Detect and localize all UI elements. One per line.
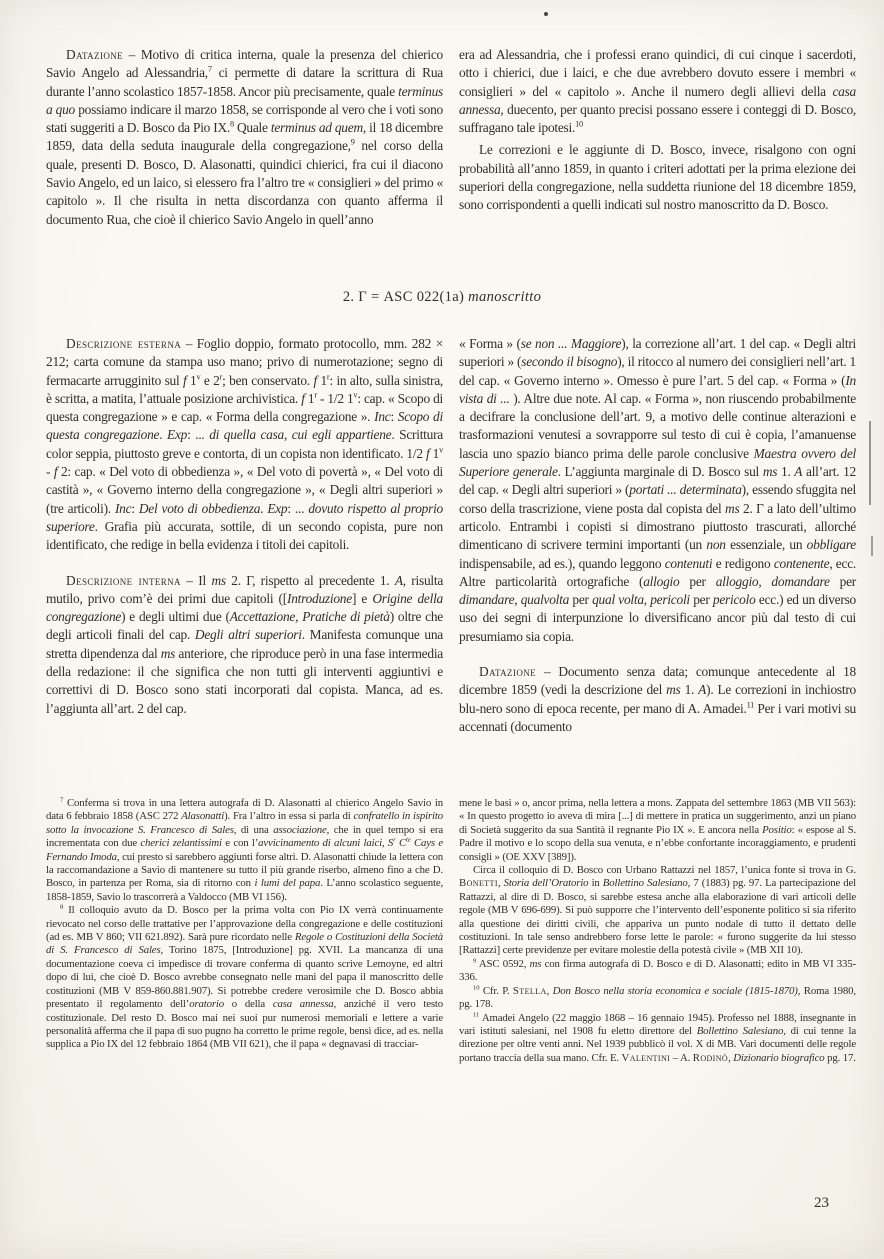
text-run: :	[131, 500, 139, 516]
text-run: Accettazione, Pratiche di pietà	[229, 609, 390, 625]
text-run: contenente	[773, 555, 830, 571]
footnote-ref: 10	[575, 119, 583, 129]
text-run: Le correzioni e le aggiunte di D. Bosco, invece, risalgono con ogni probabilità all’anno 1859, in quanto i criteri adottati per la prima elezione dei superiori della congregazione, nella suddetta riunione del 18 dicembre 1859, sono corrispondenti a quelli indicati sul nostro manoscritto da D. Bosco.	[459, 142, 856, 213]
text-run: qual volta	[592, 592, 644, 608]
text-run: Degli altri superiori	[194, 627, 302, 643]
text-run: allogio	[643, 573, 680, 589]
text-run: – Documento senza data; comunque antecedente al 18 dicembre 1859 (vedi la descrizione del	[459, 664, 856, 698]
paragraph	[459, 958, 856, 985]
text-run: 1	[429, 445, 440, 461]
text-run: terminus ad quem	[270, 120, 363, 136]
paragraph	[459, 335, 856, 646]
text-run: : ...	[287, 500, 309, 516]
text-run: ASC 0592,	[476, 957, 530, 970]
text-run: oratorio	[189, 998, 225, 1011]
text-run: ), essendo sfuggita nel corso della trascrizione, viene posta dal copista del	[459, 482, 856, 516]
footnotes-block	[46, 797, 856, 1065]
text-run: avvicinamento di alcuni laici, S	[258, 837, 394, 850]
text-run: Conferma si trova in una lettera autografa di D. Alasonatti al chierico Angelo Savio in data 6 febbraio 1858 (ASC 272	[46, 797, 443, 823]
text-run: – Foglio doppio, formato protocollo, mm. 282 × 212; carta comune da stampa uso mano; privo di numerotazione; segno di fermacarte arrugginito sul	[46, 336, 443, 388]
text-run: possiamo indicare il marzo 1858, se corrisponde al vero che i voti sono stati suggeriti a D. Bosco da Pio IX.	[46, 101, 443, 136]
footnotes-left-column	[46, 797, 443, 1065]
text-run: Quale	[233, 120, 271, 136]
text-run: – Motivo di critica interna, quale la presenza del chierico Savio Angelo ad Alessandria,	[46, 47, 443, 81]
footnote-ref: 10	[473, 984, 480, 992]
footnote-ref: 7	[207, 64, 212, 74]
text-run: :	[390, 409, 398, 425]
text-run: 1.	[777, 464, 795, 480]
text-run: e 2	[200, 372, 220, 388]
text-run: 2. Γ a lato dell’ultimo articolo. Entrambi i copisti si dimostrano piuttosto trascurati, allorché dimenticano di scrivere termini importanti (un	[459, 500, 856, 553]
text-run: f	[425, 445, 430, 461]
text-run: Bollettino Salesiano	[696, 1024, 784, 1037]
section-heading	[0, 289, 884, 306]
text-run: A	[394, 572, 403, 588]
text-run: contenuti	[664, 555, 713, 571]
text-run: ). Altre due note. Al cap. « Forma », non riuscendo probabilmente a decifrare la conclusione dell’art. 9, a motivo delle continue alterazioni e trasformazioni venutesi a sovrapporre sul testo di cui è copia, l’amanuense lascia uno spazio bianco prima delle parole conclusive	[459, 390, 856, 461]
text-run: ) oltre che degli articoli finali del cap.	[46, 609, 443, 643]
text-run: ms	[725, 500, 740, 516]
footnote-ref: v	[196, 372, 201, 382]
text-run: Origine della congregazione	[46, 590, 443, 625]
text-run: , Roma 1980, pg. 178.	[459, 984, 856, 1011]
text-run: se non ... Maggiore	[520, 336, 622, 351]
text-run: – Il	[180, 572, 212, 588]
text-run: Amadei Angelo (22 maggio 1868 – 16 gennaio 1945). Professo nel 1888, insegnante in vari istituti salesiani, nel 1908 fu eletto direttore del	[459, 1011, 856, 1037]
text-run: f	[53, 464, 58, 480]
text-run: pericolo	[712, 592, 756, 608]
text-run: dimandare	[459, 592, 515, 608]
text-run: non	[706, 537, 726, 553]
text-run: ,	[758, 573, 772, 589]
text-run: nel corso della quale, presenti D. Bosco, D. Alasonatti, quindici chierici, fra cui il diacono Savio Angelo, ed un laico, si elessero fra l’altro tre « consiglieri » del primo « capitolo ». Il che risulta in netta discordanza con quanto afferma il documento Rua, che cioè il chierico Savio Angelo in quell’anno	[46, 138, 444, 227]
footnote-ref: v	[353, 390, 358, 400]
text-run: Don Bosco nella storia economica e sociale (1815-1870)	[552, 984, 798, 997]
text-run: .	[159, 427, 168, 443]
text-run: essenziale, un	[725, 537, 807, 553]
text-run: indispensabile, ad es.), quando leggono	[459, 555, 665, 571]
text-run: Exp	[267, 500, 288, 516]
text-run: Bollettino Salesiano	[602, 877, 688, 890]
footnote-ref: 11	[746, 700, 755, 710]
text-run: ,	[728, 1051, 734, 1064]
paragraph	[46, 797, 443, 904]
text-run: -	[46, 464, 54, 480]
text-run: per	[569, 592, 593, 608]
text-run: 1	[304, 390, 315, 406]
text-run: : « espose al S. Padre il motivo e lo scopo della sua venuta, e n’ebbe confortante incoraggiamento, e prudenti consigli » (OE XXV [389]).	[459, 823, 856, 863]
footnote-ref: r	[393, 836, 396, 844]
text-run: e redigono	[712, 555, 774, 571]
text-run: , risulta mutilo, privo com’è dei primi due capitoli ([	[46, 572, 444, 606]
footnote-ref: 9	[350, 138, 355, 148]
text-run: 1	[186, 372, 197, 388]
footnote-ref: 8	[60, 903, 64, 911]
text-run: , che in quel tempo si era incrementata con due	[46, 823, 444, 850]
text-run: ms	[160, 645, 176, 661]
text-run: Il colloquio avuto da D. Bosco per la prima volta con Pio IX verrà continuamente rievocato nel corso delle trattative per l’approvazione della congregazione e delle costituzioni (ad es. MB V 860; VII 621.892). Sarà pure ricordato nelle	[46, 904, 443, 944]
text-run: all’art. 12 del cap. « Degli altri superiori » (	[459, 464, 856, 498]
text-run: alloggio	[715, 573, 759, 589]
paragraph	[46, 335, 443, 555]
text-run: anteriore, che riproduce però in una fase intermedia della redazione: il che significa che non tutti gli interventi aggiuntivi e correttivi di D. Bosco sono stati incorporati dal copista. Manca, ad es. l’aggiunta all’art. 2 del cap.	[46, 645, 443, 716]
text-run: o della	[224, 998, 273, 1011]
paragraph	[459, 141, 856, 214]
footnote-ref: 8	[229, 119, 234, 129]
text-run: , anziché il vero testo costituzionale. Del resto D. Bosco mai nei suoi pur numerosi memoriali e lettere a varie personalità afferma che il papa di suo pugno ha corretto le prime regole, bensì dice, ad es. nella supplica a Pio IX del 12 febbraio 1864 (MB VII 621), che il papa « degnavasi di tracciar-	[46, 998, 443, 1051]
text-run: ), il ritocco al numero dei consiglieri nell’art. 1 del cap. « Governo interno ». Omesso è pure l’art. 5 del cap. « Forma » (	[459, 354, 856, 388]
text-run: . L’aggiunta marginale di D. Bosco sul	[557, 464, 763, 480]
text-run: , 7 (1883) pg. 97. La partecipazione del Rattazzi, al dire di D. Bosco, si sarebbe estesa anche alla elaborazione di vari articoli delle regole (MB V 696-699). Si può supporre che l’intervento dell’esponente politico si sia riferito alla questione dei diritti civili, che appariva un punto nodale di tutto il dettato delle costituzioni. In tale senso andrebbero forse lette le parole: « furono suggerite da lui stesso [Rattazzi] certe previdenze per evitare molestie della potestà civile » (MB XII 10).	[459, 877, 856, 957]
text-run: pericoli	[650, 592, 690, 608]
footnote-ref: v	[439, 445, 444, 455]
text-run: pg. 17.	[824, 1051, 856, 1064]
text-run: – A.	[670, 1051, 693, 1064]
paragraph	[459, 985, 856, 1012]
text-run: Per i vari motivi su accennati (documento	[459, 700, 856, 734]
text-run: Cfr. P.	[479, 984, 513, 997]
footnote-ref: r	[326, 372, 330, 382]
scan-artifact-dot	[544, 12, 548, 16]
scan-artifact-edge-mark-2	[871, 536, 873, 556]
paragraph	[459, 663, 856, 736]
text-run: , Torino 1875, [Introduzione] pg. XVII. La mancanza di una documentazione coeva ci impedisce di trovare conferma di quanto scrive Lemoyne, ed altri dopo di lui, che cioè D. Bosco avrebbe consegnato nelle mani del papa il manoscritto delle costituzioni (MB V 859-860.881.907). Si potrebbe credere verosimile che D. Bosco abbia presentato il regolamento dell’	[46, 944, 443, 1011]
text-run: i lumi del papa	[254, 877, 321, 890]
text-run: 1.	[680, 682, 699, 698]
text-run: In vista di ...	[459, 372, 856, 406]
text-run: ms	[762, 464, 778, 480]
text-run: di quella casa, cui egli appartiene	[209, 427, 392, 443]
text-run: Dizionario biografico	[733, 1051, 825, 1064]
text-run: in	[588, 877, 603, 890]
text-run: ms	[666, 682, 681, 698]
text-run: Storia dell’Oratorio	[503, 877, 589, 890]
text-run: f	[313, 372, 317, 388]
text-run: era ad Alessandria, che i professi erano quindici, di cui cinque i sacerdoti, otto i chierici, due i laici, e che due avrebbero dovuto essere i membri « consiglieri » del « capitolo ». Anche il numero degli allievi della	[459, 47, 856, 99]
paragraph	[459, 1012, 856, 1066]
text-run: 2. Γ, rispetto al precedente 1.	[225, 572, 395, 588]
footnote-ref: 11	[473, 1010, 480, 1018]
text-run: ,	[546, 984, 553, 997]
footnote-ref: r	[219, 372, 223, 382]
main-text-block	[46, 335, 856, 736]
footnote-ref: 9	[473, 957, 477, 965]
text-run: , ecc. Altre particolarità ortografiche (	[459, 555, 856, 589]
paragraph	[459, 46, 856, 137]
text-run: : cap. « Scopo di questa congregazione » e cap. « Forma della congregazione ».	[46, 390, 443, 425]
text-run: mene le basi » o, ancor prima, nella lettera a mons. Zappata del settembre 1863 (MB VII 563): « In questo progetto io aveva di mira [...] di mettere in pratica un suggerimento, anzi un piano di Società suggerito da sua Santità il regnante Pio IX ». E ancora nella	[459, 797, 856, 836]
text-run: cherici zelantissimi	[140, 837, 222, 850]
footnote-ref: 7	[60, 796, 64, 804]
text-run: , di una	[233, 823, 274, 836]
text-run: Rodinò	[692, 1051, 729, 1064]
text-run: con firma autografa di D. Bosco e di D. Alasonatti; edito in MB VI 335-336.	[459, 957, 856, 984]
text-run: Regole o Costituzioni della Società di S. Francesco di Sales	[46, 931, 443, 957]
text-run: : ...	[187, 427, 210, 443]
text-run: Bonetti	[459, 877, 498, 890]
text-run: terminus a quo	[46, 83, 443, 117]
text-run: Descrizione esterna	[66, 336, 182, 351]
text-run: ). Le correzioni in inchiostro blu-nero sono di epoca recente, per mano di A. Amadei.	[459, 682, 856, 716]
text-run: ), la correzione all’art. 1 del cap. « Degli altri superiori » (	[459, 336, 857, 370]
top-text-block	[46, 46, 856, 229]
text-run: C	[395, 837, 407, 850]
main-left-column	[46, 335, 443, 736]
text-run: - 1/2 1	[316, 390, 354, 406]
top-right-column	[459, 46, 856, 229]
text-run: ci permette di datare la scrittura di Rua durante l’anno scolastico 1857-1858. Ancor più precisamente, quale	[46, 65, 443, 99]
text-run: per	[689, 592, 713, 608]
text-run: Valentini	[621, 1051, 671, 1064]
text-run: qualvolta	[520, 592, 570, 608]
text-run: Stella	[512, 984, 547, 997]
text-run: Scopo di questa congregazione	[46, 409, 443, 443]
text-run: casa annessa	[459, 83, 856, 117]
text-run: . Scrittura color seppia, piuttosto greve e contorta, di un copista non identificato. 1/2	[46, 427, 443, 461]
text-run: ,	[643, 592, 651, 608]
paragraph	[459, 864, 856, 958]
text-run: Circa il colloquio di D. Bosco con Urbano Rattazzi nel 1857, l’unica fonte si trova in G.	[473, 864, 856, 877]
footnotes-right-column	[459, 797, 856, 1065]
paragraph	[46, 46, 443, 229]
text-run: per	[679, 573, 716, 589]
text-run: ). Fra l’altro in essa si parla di	[224, 810, 354, 823]
text-run: ecc.) ed un diverso uso dei segni di interpunzione lo diversificano ancor più dal testo di cui presumiamo sia copia.	[459, 592, 856, 644]
text-run: ,	[514, 592, 521, 608]
text-run: confratello in ispirito sotto la invocazione S. Francesco di Sales	[46, 810, 443, 836]
text-run: « Forma » (	[459, 336, 521, 351]
text-run: . Grafia più accurata, sottile, di un secondo copista, pure non identificato, che redige in bella evidenza i titoli dei capitoli.	[46, 518, 443, 553]
text-run: ; ben conservato.	[222, 372, 314, 388]
text-run: manoscritto	[468, 289, 542, 305]
text-run: ,	[497, 877, 504, 890]
text-run: : in alto, sulla sinistra, è scritta, a matita, l’attuale posizione archivistica.	[46, 372, 444, 406]
text-run: ] e	[351, 590, 373, 606]
text-run: e con l’	[221, 837, 259, 850]
text-run: ms	[529, 957, 542, 970]
text-run: Maestra ovvero del Superiore generale	[459, 445, 856, 480]
text-run: domandare	[771, 573, 830, 589]
text-run: ms	[211, 572, 226, 588]
text-run: per	[829, 573, 856, 589]
text-run: .	[260, 500, 268, 516]
text-run: Del voto di obbedienza	[138, 500, 261, 516]
text-run: portati ... determinata	[629, 482, 742, 498]
text-run: , duecento, per quanto precisi possano essere i conteggi di D. Bosco, suffragano tale ipotesi.	[459, 101, 856, 136]
text-run: Inc	[374, 409, 391, 425]
text-run: , cui presto si sarebbero aggiunti forse altri. D. Alasonatti chiude la lettera con la raccomandazione a Savio di mantenere su tutto il più grande riserbo, almeno fino a che D. Bosco, in partenza per Roma, sia di ritorno con	[46, 850, 443, 890]
text-run: Exp	[167, 427, 188, 443]
text-run: Alasonatti	[181, 810, 225, 823]
paragraph	[459, 797, 856, 864]
text-run: obbligare	[806, 537, 856, 553]
text-run: dovuto rispetto al proprio superiore	[46, 500, 443, 534]
text-run: . Manifesta comunque una stretta dipendenza dal	[46, 627, 443, 661]
footnote-ref: te	[406, 836, 411, 844]
text-run: f	[301, 390, 305, 406]
page-number: 23	[814, 1195, 829, 1211]
paragraph	[46, 572, 443, 718]
text-run: A	[698, 682, 707, 698]
text-run: 1	[316, 372, 327, 388]
text-run: associazione	[273, 823, 327, 836]
text-run: f	[183, 372, 187, 388]
text-run: A	[794, 464, 803, 480]
text-run: , di cui tenne la direzione per oltre venti anni. Nel 1939 pubblicò il vol. X di MB. Vari documenti delle regole portano traccia della sua mano. Cfr. E.	[459, 1024, 856, 1064]
scan-artifact-edge-mark	[869, 421, 871, 505]
text-run: Introduzione	[286, 590, 352, 606]
text-run: . L’anno scolastico seguente, 1858-1859, Savio lo trascorrerà a Valdocco (MB VI 156).	[46, 877, 444, 903]
footnote-ref: r	[314, 390, 317, 400]
text-run: ) e degli ultimi due (	[121, 609, 230, 625]
text-run: Descrizione interna	[66, 572, 181, 588]
text-run: 2. Γ = ASC 022(1a)	[342, 289, 469, 305]
text-run: Datazione	[66, 47, 124, 62]
text-run: , il 18 dicembre 1859, data della seduta inaugurale della congregazione,	[46, 120, 443, 154]
text-run: 2: cap. « Del voto di obbedienza », « Del voto di povertà », « Del voto di castità », « Governo interno della congregazione », « Degli altri superiori » (tre articoli).	[46, 464, 443, 516]
main-right-column	[459, 335, 856, 736]
paragraph	[46, 904, 443, 1051]
text-run: casa annessa	[272, 998, 334, 1011]
top-left-column	[46, 46, 443, 229]
text-run: Inc	[114, 500, 132, 516]
text-run: Positio	[762, 823, 792, 836]
text-run: Cays e Fernando Imoda	[46, 837, 443, 863]
text-run: secondo il bisogno	[521, 354, 618, 370]
text-run: Datazione	[479, 664, 537, 680]
